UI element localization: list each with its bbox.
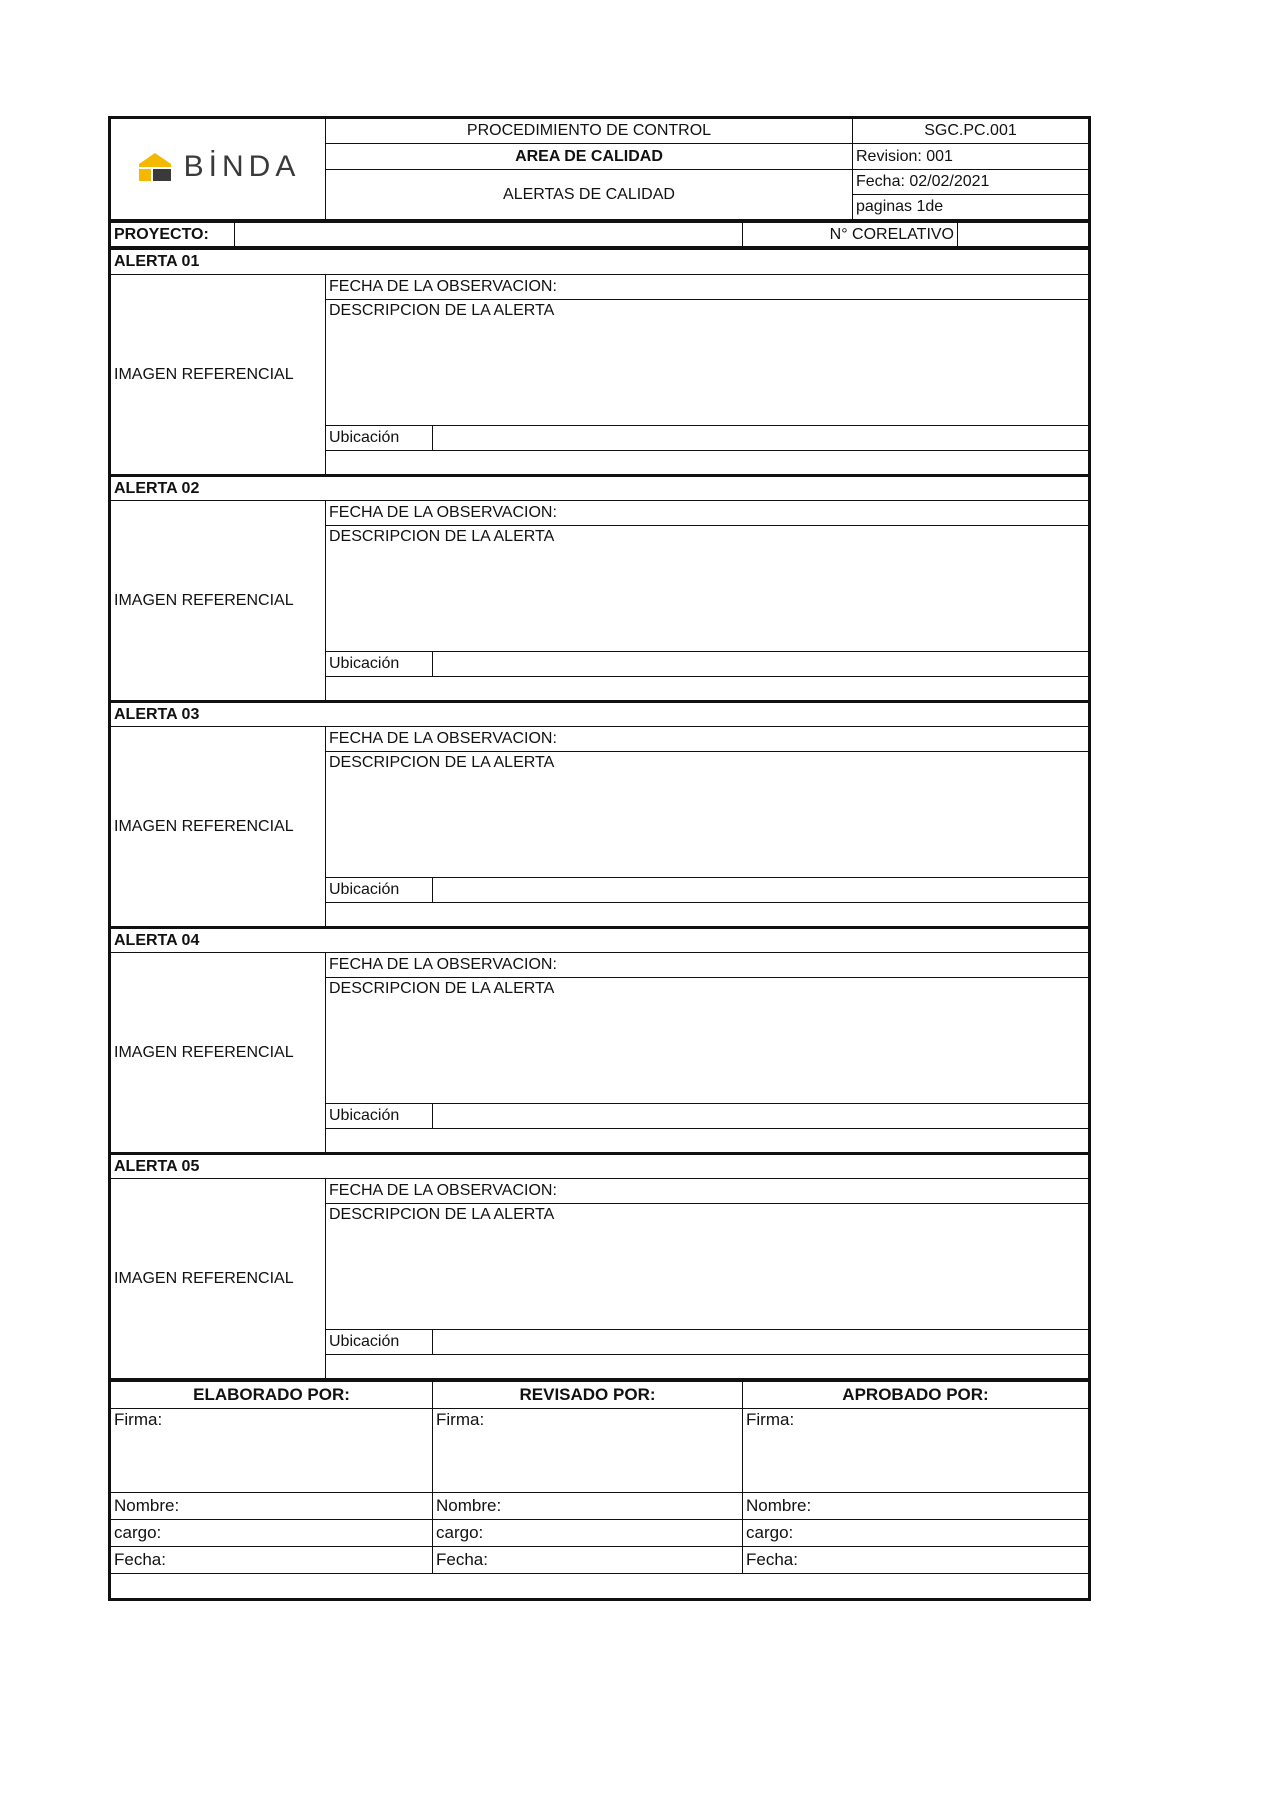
location-field[interactable]	[433, 652, 1090, 677]
location-label: Ubicación	[326, 652, 433, 677]
alert-title: ALERTA 05	[110, 1154, 1090, 1179]
observation-date-field[interactable]: FECHA DE LA OBSERVACION:	[326, 1179, 1090, 1204]
logo	[110, 118, 326, 221]
approved-name-field[interactable]: Nombre:	[743, 1493, 1090, 1520]
reference-image-area[interactable]: IMAGEN REFERENCIAL	[110, 727, 326, 928]
date-label: Fecha: 02/02/2021	[853, 170, 1090, 195]
reference-image-area[interactable]: IMAGEN REFERENCIAL	[110, 1179, 326, 1380]
reference-image-area[interactable]: IMAGEN REFERENCIAL	[110, 275, 326, 476]
project-field[interactable]	[235, 223, 743, 248]
alert-blank-row[interactable]	[326, 903, 1090, 928]
alert-blank-row[interactable]	[326, 1355, 1090, 1380]
house-logo-icon	[136, 150, 174, 184]
alert-title: ALERTA 04	[110, 928, 1090, 953]
alert-blank-row[interactable]	[326, 1129, 1090, 1154]
alert-title: ALERTA 01	[110, 250, 1090, 275]
approved-role-field[interactable]: cargo:	[743, 1520, 1090, 1547]
reference-image-area[interactable]: IMAGEN REFERENCIAL	[110, 501, 326, 702]
reviewed-role-field[interactable]: cargo:	[433, 1520, 743, 1547]
approved-signature-field[interactable]: Firma:	[743, 1409, 1090, 1493]
approved-date-field[interactable]: Fecha:	[743, 1547, 1090, 1574]
correlative-label: N° CORELATIVO	[743, 223, 958, 248]
elaborated-by-header: ELABORADO POR:	[110, 1382, 433, 1409]
area-title: AREA DE CALIDAD	[326, 144, 853, 170]
alert-description-field[interactable]: DESCRIPCION DE LA ALERTA	[326, 526, 1090, 652]
location-field[interactable]	[433, 1104, 1090, 1129]
quality-alert-form	[108, 116, 1088, 1601]
approved-by-header: APROBADO POR:	[743, 1382, 1090, 1409]
alert-title: ALERTA 02	[110, 476, 1090, 501]
alert-description-field[interactable]: DESCRIPCION DE LA ALERTA	[326, 752, 1090, 878]
document-code: SGC.PC.001	[853, 118, 1090, 144]
location-label: Ubicación	[326, 1104, 433, 1129]
location-label: Ubicación	[326, 426, 433, 451]
reviewed-by-header: REVISADO POR:	[433, 1382, 743, 1409]
location-label: Ubicación	[326, 878, 433, 903]
reference-image-area[interactable]: IMAGEN REFERENCIAL	[110, 953, 326, 1154]
footer-blank-row	[110, 1574, 1090, 1600]
logo-text: BİNDA	[183, 149, 301, 183]
revision-label: Revision: 001	[853, 144, 1090, 170]
location-label: Ubicación	[326, 1330, 433, 1355]
alert-blank-row[interactable]	[326, 677, 1090, 702]
alert-description-field[interactable]: DESCRIPCION DE LA ALERTA	[326, 300, 1090, 426]
alert-description-field[interactable]: DESCRIPCION DE LA ALERTA	[326, 1204, 1090, 1330]
observation-date-field[interactable]: FECHA DE LA OBSERVACION:	[326, 727, 1090, 752]
location-field[interactable]	[433, 878, 1090, 903]
elaborated-name-field[interactable]: Nombre:	[110, 1493, 433, 1520]
elaborated-date-field[interactable]: Fecha:	[110, 1547, 433, 1574]
alert-title: ALERTA 03	[110, 702, 1090, 727]
alert-blank-row[interactable]	[326, 451, 1090, 476]
reviewed-date-field[interactable]: Fecha:	[433, 1547, 743, 1574]
observation-date-field[interactable]: FECHA DE LA OBSERVACION:	[326, 275, 1090, 300]
reviewed-signature-field[interactable]: Firma:	[433, 1409, 743, 1493]
procedure-title: PROCEDIMIENTO DE CONTROL	[326, 118, 853, 144]
observation-date-field[interactable]: FECHA DE LA OBSERVACION:	[326, 501, 1090, 526]
project-row	[108, 222, 1091, 249]
project-label: PROYECTO:	[110, 223, 235, 248]
alert-description-field[interactable]: DESCRIPCION DE LA ALERTA	[326, 978, 1090, 1104]
observation-date-field[interactable]: FECHA DE LA OBSERVACION:	[326, 953, 1090, 978]
elaborated-role-field[interactable]: cargo:	[110, 1520, 433, 1547]
alerts-table	[108, 249, 1091, 1381]
form-header	[108, 116, 1091, 222]
correlative-field[interactable]	[958, 223, 1090, 248]
location-field[interactable]	[433, 1330, 1090, 1355]
signatures-table	[108, 1381, 1091, 1601]
elaborated-signature-field[interactable]: Firma:	[110, 1409, 433, 1493]
location-field[interactable]	[433, 426, 1090, 451]
pages-label: paginas 1de	[853, 195, 1090, 221]
document-title: ALERTAS DE CALIDAD	[326, 170, 853, 221]
reviewed-name-field[interactable]: Nombre:	[433, 1493, 743, 1520]
